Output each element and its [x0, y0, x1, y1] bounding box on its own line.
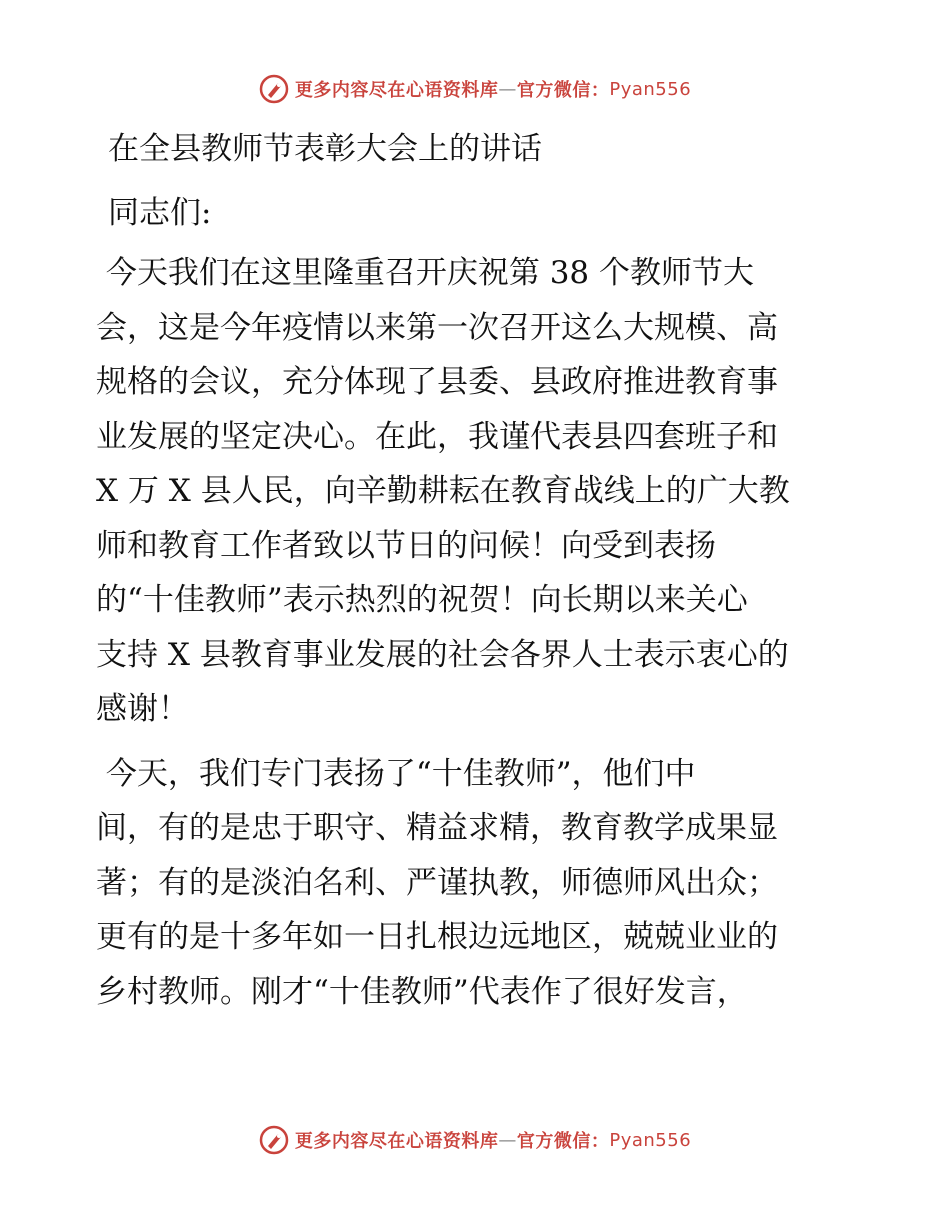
document-title: 在全县教师节表彰大会上的讲话: [108, 131, 542, 167]
watermark-label: 官方微信：: [516, 1131, 610, 1152]
paragraph-line: 著；有的是淡泊名利、严谨执教，师德师风出众；: [96, 864, 778, 901]
salutation: 同志们:: [108, 195, 212, 231]
pen-nib-logo-icon: [259, 74, 289, 104]
watermark-label: 官方微信：: [516, 80, 610, 101]
pen-nib-logo-icon: [259, 1125, 289, 1155]
paragraph-line: 规格的会议，充分体现了县委、县政府推进教育事: [96, 364, 778, 400]
paragraph-line: X 万 X 县人民，向辛勤耕耘在教育战线上的广大教: [96, 473, 790, 509]
paragraph-line: 今天，我们专门表扬了“十佳教师”，他们中: [96, 755, 696, 792]
watermark-wechat-id: Pyan556: [609, 1129, 692, 1151]
paragraph-line: 间，有的是忠于职守、精益求精，教育教学成果显: [96, 810, 778, 846]
watermark-wechat-id: Pyan556: [609, 78, 692, 100]
paragraph-line: 的“十佳教师”表示热烈的祝贺！向长期以来关心: [96, 582, 748, 618]
watermark-separator: —: [498, 1129, 517, 1151]
paragraph-2: [96, 747, 856, 1020]
paragraph-line: 师和教育工作者致以节日的问候！向受到表扬: [96, 527, 716, 564]
watermark-main-text: 更多内容尽在心语资料库: [294, 80, 499, 101]
watermark-footer: [0, 1122, 950, 1158]
paragraph-line: 支持 X 县教育事业发展的社会各界人士表示衷心的: [96, 636, 789, 673]
document-body: [96, 118, 856, 1019]
paragraph-1: [96, 246, 856, 737]
watermark-header: [0, 71, 950, 107]
paragraph-line: 会，这是今年疫情以来第一次召开这么大规模、高: [96, 309, 778, 346]
paragraph-line: 感谢！: [96, 691, 189, 727]
paragraph-line: 今天我们在这里隆重召开庆祝第 38 个教师节大: [96, 255, 755, 291]
paragraph-line: 更有的是十多年如一日扎根边远地区，兢兢业业的: [96, 919, 778, 955]
paragraph-gap: [96, 737, 856, 747]
paragraph-line: 乡村教师。刚才“十佳教师”代表作了很好发言，: [96, 973, 748, 1010]
watermark-main-text: 更多内容尽在心语资料库: [294, 1131, 499, 1152]
watermark-separator: —: [498, 78, 517, 100]
paragraph-line: 业发展的坚定决心。在此，我谨代表县四套班子和: [96, 418, 778, 455]
